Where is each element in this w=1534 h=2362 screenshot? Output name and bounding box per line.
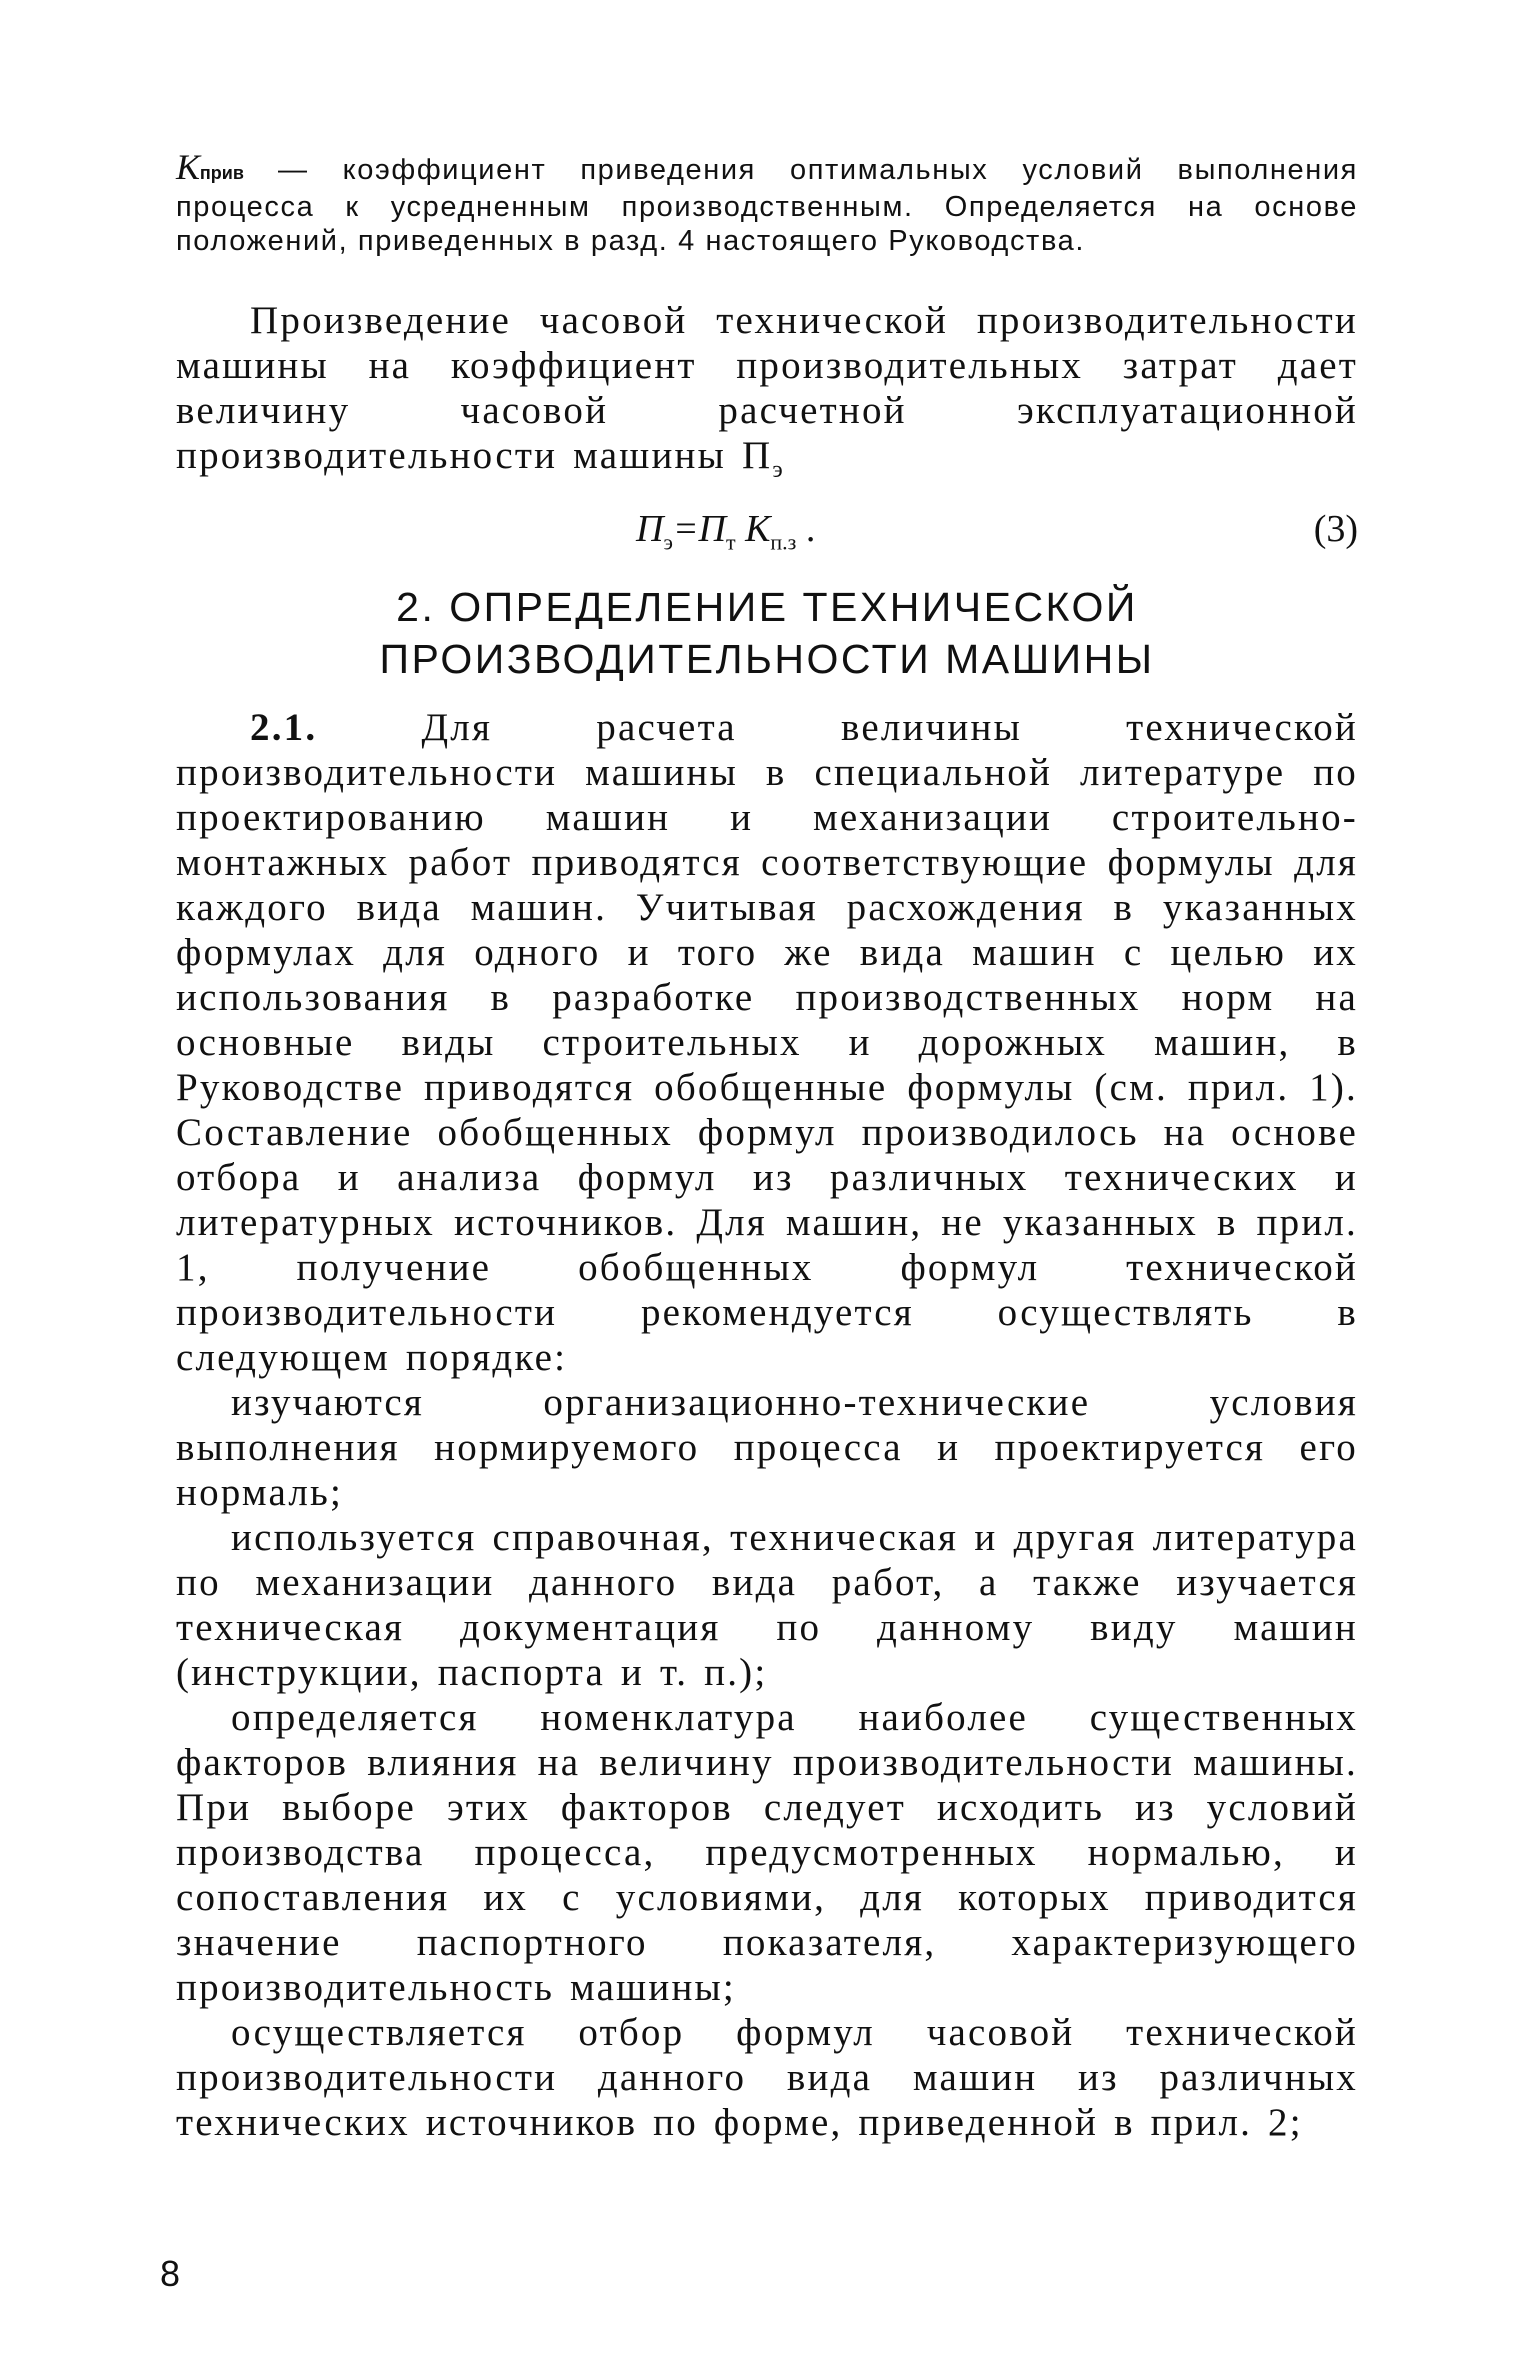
page-number: 8	[160, 2253, 181, 2294]
heading-line-2: ПРОИЗВОДИТЕЛЬНОСТИ МАШИНЫ	[379, 635, 1155, 682]
coefficient-subscript: прив	[199, 163, 244, 183]
text-column	[176, 147, 1358, 2145]
intro-paragraph	[176, 298, 1358, 493]
formula-rhs-sub: п.з	[770, 529, 797, 555]
list-item: изучаются организационно-технические условия выполнения нормируемого процесса и проектируется его нормаль;	[176, 1380, 1358, 1514]
definition-text: — коэффициент приведения оптимальных условий выполнения процесса к усредненным производственным. Определяется на основе положений, приведенных в разд. 4 настоящего Руководства.	[176, 154, 1358, 257]
list-item: определяется номенклатура наиболее существенных факторов влияния на величину производительности машины. При выборе этих факторов следует исходить из условий производства процесса, предусмотренных нормалью, и сопоставления их с условиями, для которых приводится значение паспортного показателя, характеризующего производительность машины;	[176, 1695, 1358, 2009]
formula-number: (3)	[1313, 507, 1358, 550]
list-item: осуществляется отбор формул часовой технической производительности данного вида машин из различных технических источников по форме, приведенной в прил. 2;	[176, 2010, 1358, 2144]
intro-symbol-subscript: э	[772, 456, 785, 483]
formula-mid-sub: т	[726, 529, 736, 555]
section-number: 2.1.	[250, 705, 318, 749]
intro-text: Произведение часовой технической производительности машины на коэффициент производительных затрат дает величину часовой расчетной эксплуатационной производительности машины П	[176, 299, 1358, 477]
formula-eq: =П	[672, 507, 726, 550]
definition-note	[176, 147, 1358, 258]
list-item: используется справочная, техническая и другая литература по механизации данного вида работ, а также изучается техническая документация по данному виду машин (инструкции, паспорта и т. п.);	[176, 1515, 1358, 1694]
section-2-1-text: Для расчета величины технической производительности машины в специальной литературе по проектированию машин и механизации строительно-монтажных работ приводятся соответствующие формулы для каждого вида машин. Учитывая расхождения в указанных формулах для одного и того же вида машин с целью их использования в разработке производственных норм на основные виды строительных и дорожных машин, в Руководстве приводятся обобщенные формулы (см. прил. 1). Составление обобщенных формул производилось на основе отбора и анализа формул из различных технических и литературных источников. Для машин, не указанных в прил. 1, получение обобщенных формул технической производительности рекомендуется осуществлять в следующем порядке:	[176, 705, 1358, 1379]
formula-end: .	[796, 507, 816, 550]
formula-lhs-sub: э	[663, 529, 673, 555]
coefficient-symbol: К	[176, 147, 200, 187]
formula-row	[176, 499, 1358, 563]
formula-3	[636, 507, 815, 556]
formula-rhs: К	[735, 507, 771, 550]
section-heading	[176, 581, 1358, 685]
section-2-1-paragraph	[176, 705, 1358, 1380]
heading-line-1: 2. ОПРЕДЕЛЕНИЕ ТЕХНИЧЕСКОЙ	[396, 583, 1138, 630]
formula-lhs: П	[636, 507, 664, 550]
